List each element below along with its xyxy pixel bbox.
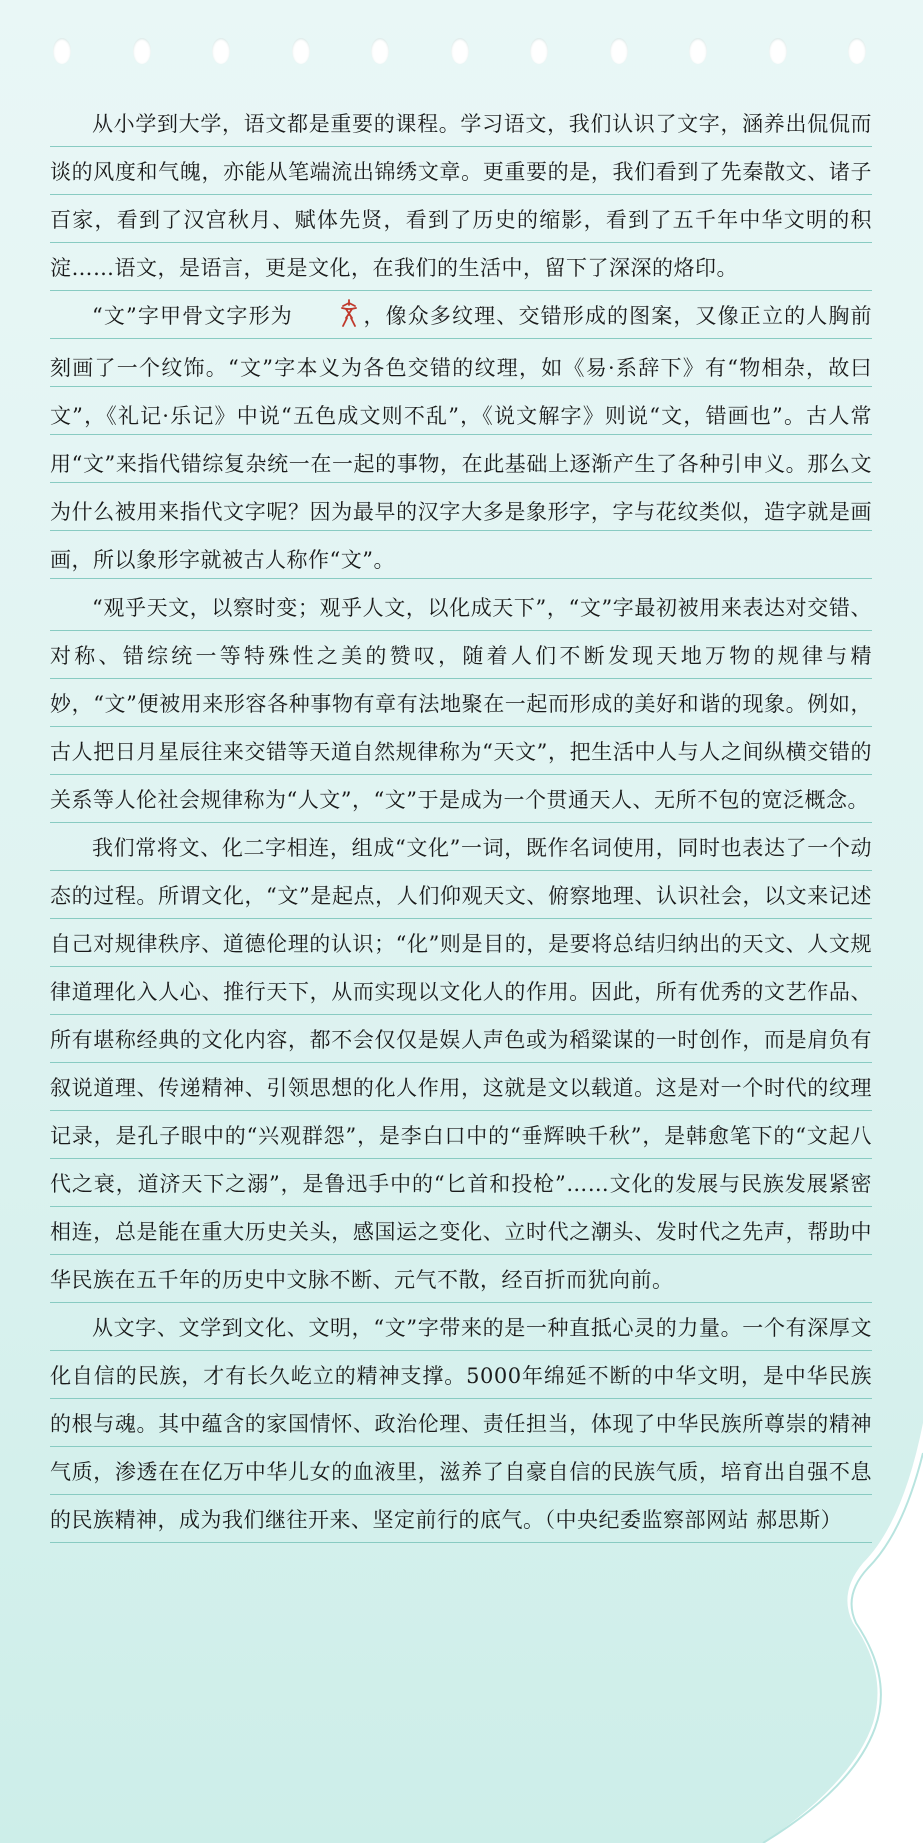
paragraph-2-rest: ，像众多纹理、交错形成的图案，又像正立的人胸前刻画了一个纹饰。“文”字本义为各色交错的纹理，如《易·系辞下》有“物相杂，故曰文”，《礼记·乐记》中说“五色成文则不乱”，《说文解字》则说“文，错画也”。古人常用“文”来指代错综复杂统一在一起的事物，在此基础上逐渐产生了各种引申义。那么文为什么被用来指代文字呢？因为最早的汉字大多是象形字，字与花纹类似，造字就是画画，所以象形字就被古人称作“文”。: [50, 304, 872, 572]
paragraph-2-lead: “文”字甲骨文字形为: [92, 304, 293, 328]
binder-hole: [212, 38, 230, 64]
paragraph-5: 从文字、文学到文化、文明，“文”字带来的是一种直抵心灵的力量。一个有深厚文化自信的民族，才有长久屹立的精神支撑。5000年绵延不断的中华文明，是中华民族的根与魂。其中蕴含的家国情怀、政治伦理、责任担当，体现了中华民族所尊崇的精神气质，渗透在在亿万中华儿女的血液里，滋养了自豪自信的民族气质，培育出自强不息的民族精神，成为我们继往开来、坚定前行的底气。（中央纪委监察部网站 郝思斯）: [50, 1304, 872, 1544]
binder-hole: [53, 38, 71, 64]
binder-hole: [371, 38, 389, 64]
paragraph-1: 从小学到大学，语文都是重要的课程。学习语文，我们认识了文字，涵养出侃侃而谈的风度和气魄，亦能从笔端流出锦绣文章。更重要的是，我们看到了先秦散文、诸子百家，看到了汉宫秋月、赋体先贤，看到了历史的缩影，看到了五千年中华文明的积淀……语文，是语言，更是文化，在我们的生活中，留下了深深的烙印。: [50, 100, 872, 292]
binder-hole: [292, 38, 310, 64]
binder-holes: [0, 38, 923, 70]
binder-hole: [689, 38, 707, 64]
paragraph-2: [50, 292, 872, 584]
paragraph-4: 我们常将文、化二字相连，组成“文化”一词，既作名词使用，同时也表达了一个动态的过程。所谓文化，“文”是起点，人们仰观天文、俯察地理、认识社会，以文来记述自己对规律秩序、道德伦理的认识；“化”则是目的，是要将总结归纳出的天文、人文规律道理化入人心、推行天下，从而实现以文化人的作用。因此，所有优秀的文艺作品、所有堪称经典的文化内容，都不会仅仅是娱人声色或为稻粱谋的一时创作，而是肩负有叙说道理、传递精神、引领思想的化人作用，这就是文以载道。这是对一个时代的纹理记录，是孔子眼中的“兴观群怨”，是李白口中的“垂辉映千秋”，是韩愈笔下的“文起八代之衰，道济天下之溺”，是鲁迅手中的“匕首和投枪”……文化的发展与民族发展紧密相连，总是能在重大历史关头，感国运之变化、立时代之潮头、发时代之先声，帮助中华民族在五千年的历史中文脉不断、元气不散，经百折而犹向前。: [50, 824, 872, 1304]
paragraph-3: “观乎天文，以察时变；观乎人文，以化成天下”，“文”字最初被用来表达对交错、对称、错综统一等特殊性之美的赞叹，随着人们不断发现天地万物的规律与精妙，“文”便被用来形容各种事物有章有法地聚在一起而形成的美好和谐的现象。例如，古人把日月星辰往来交错等天道自然规律称为“天文”，把生活中人与人之间纵横交错的关系等人伦社会规律称为“人文”，“文”于是成为一个贯通天人、无所不包的宽泛概念。: [50, 584, 872, 824]
binder-hole: [133, 38, 151, 64]
binder-hole: [848, 38, 866, 64]
page-curl: [703, 1423, 923, 1843]
article-body: [50, 100, 872, 1544]
oracle-bone-wen-glyph: [297, 296, 359, 344]
binder-hole: [769, 38, 787, 64]
binder-hole: [451, 38, 469, 64]
binder-hole: [530, 38, 548, 64]
binder-hole: [610, 38, 628, 64]
